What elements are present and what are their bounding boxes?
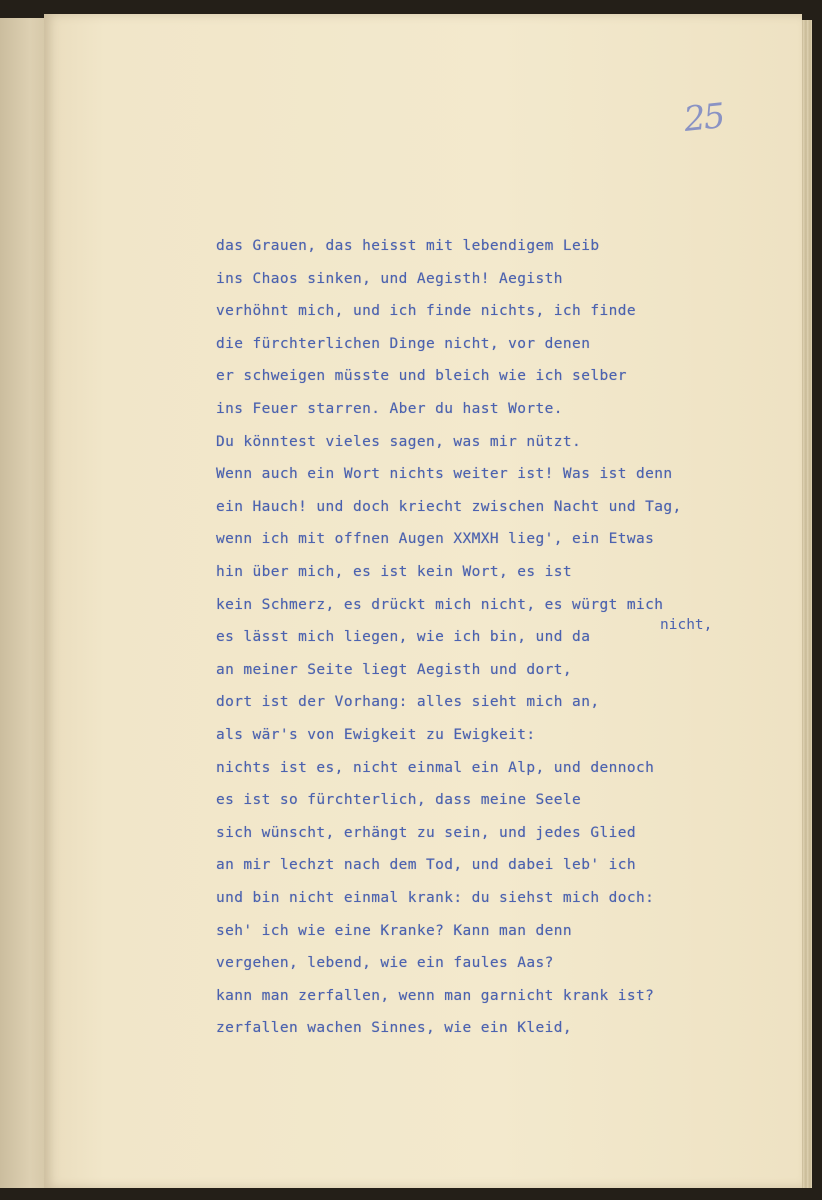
text-line: ins Chaos sinken, und Aegisth! Aegisth bbox=[216, 270, 563, 287]
text-line: wenn ich mit offnen Augen XXMXH lieg', ein Etwas bbox=[216, 531, 655, 548]
text-line: an mir lechzt nach dem Tod, und dabei leb' ich bbox=[216, 857, 636, 874]
text-line: er schweigen müsste und bleich wie ich selber bbox=[216, 368, 627, 385]
text-line: ins Feuer starren. Aber du hast Worte. bbox=[216, 401, 563, 417]
text-line: nichts ist es, nicht einmal ein Alp, und dennoch bbox=[216, 759, 655, 776]
handwritten-page-number: 25 bbox=[682, 96, 726, 140]
text-line: Du könntest vieles sagen, was mir nützt. bbox=[216, 433, 582, 450]
text-line: es ist so fürchterlich, dass meine Seele bbox=[216, 792, 582, 809]
text-line: kann man zerfallen, wenn man garnicht krank ist? bbox=[216, 987, 655, 1004]
text-line: kein Schmerz, es drückt mich nicht, es würgt mich bbox=[216, 596, 664, 613]
text-line: vergehen, lebend, wie ein faules Aas? bbox=[216, 955, 554, 972]
text-line: die fürchterlichen Dinge nicht, vor denen bbox=[216, 335, 591, 352]
text-line: an meiner Seite liegt Aegisth und dort, bbox=[216, 661, 573, 678]
text-line: als wär's von Ewigkeit zu Ewigkeit: bbox=[216, 727, 536, 743]
text-line: ein Hauch! und doch kriecht zwischen Nacht und Tag, bbox=[216, 498, 682, 515]
text-line: Wenn auch ein Wort nichts weiter ist! Was ist denn bbox=[216, 466, 673, 483]
text-line: dort ist der Vorhang: alles sieht mich an, bbox=[216, 694, 600, 711]
text-line: und bin nicht einmal krank: du siehst mich doch: bbox=[216, 890, 655, 906]
text-line: zerfallen wachen Sinnes, wie ein Kleid, bbox=[216, 1020, 573, 1037]
interlinear-insertion: nicht, bbox=[660, 617, 713, 633]
text-line: verhöhnt mich, und ich finde nichts, ich finde bbox=[216, 303, 636, 320]
text-line: das Grauen, das heisst mit lebendigem Leib bbox=[216, 238, 600, 254]
text-line: hin über mich, es ist kein Wort, es ist bbox=[216, 564, 573, 580]
text-line: es lässt mich liegen, wie ich bin, und da bbox=[216, 629, 591, 646]
text-line: seh' ich wie eine Kranke? Kann man denn bbox=[216, 922, 573, 939]
text-line: sich wünscht, erhängt zu sein, und jedes Glied bbox=[216, 824, 636, 841]
